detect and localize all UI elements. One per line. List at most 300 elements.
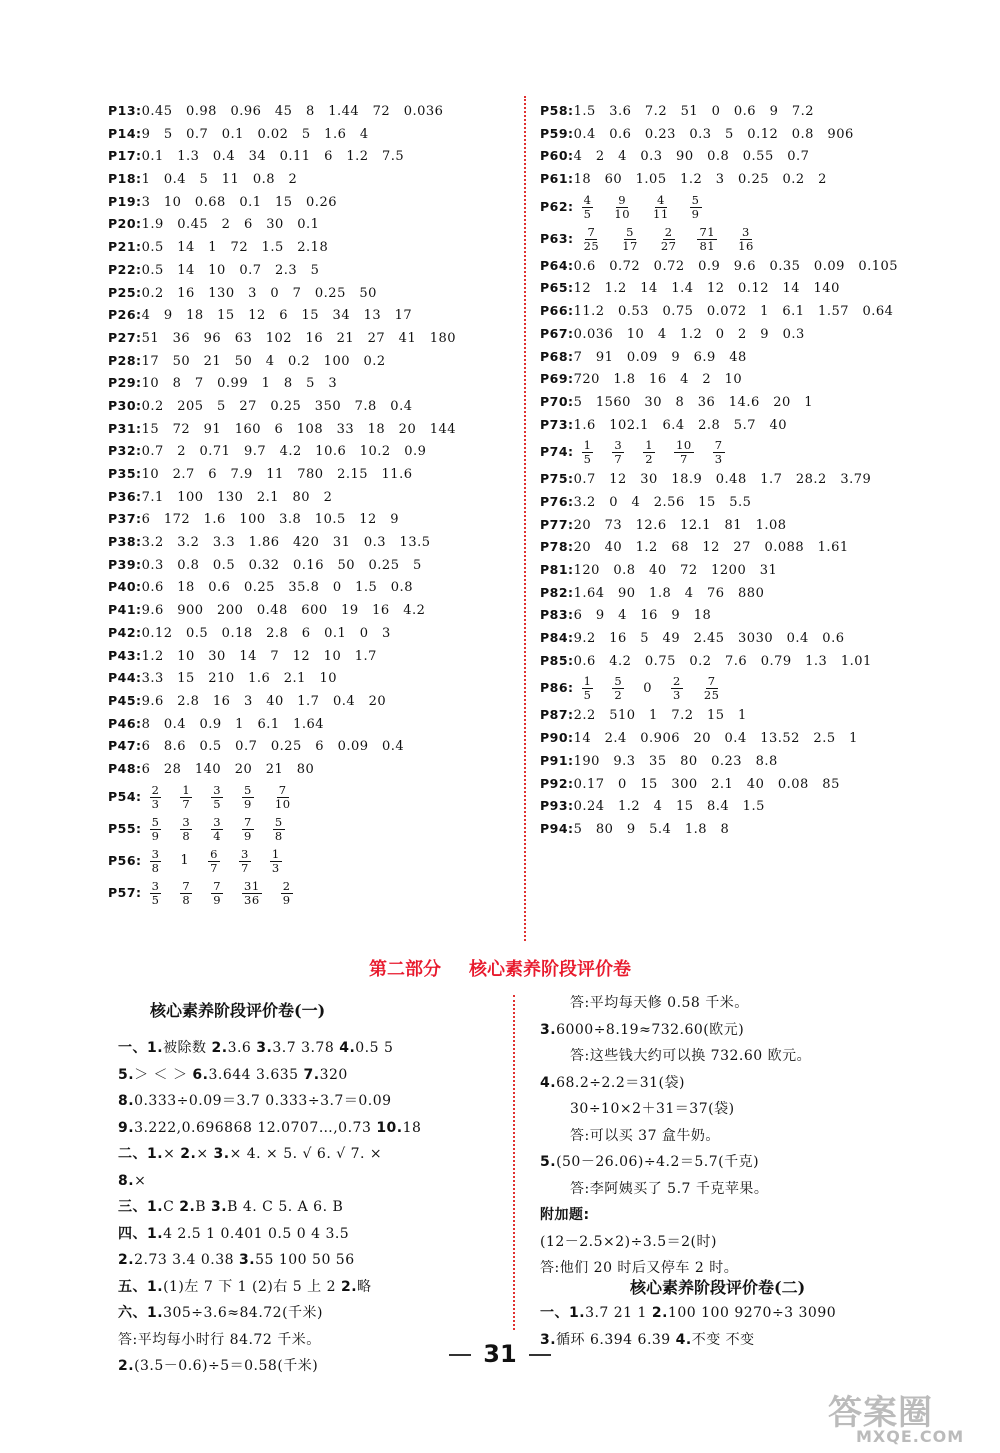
- answer-row: [108, 191, 508, 214]
- denominator: 7: [679, 452, 688, 467]
- fraction: [273, 816, 285, 843]
- page-label: P66:: [540, 303, 574, 319]
- exam-line: [118, 1115, 421, 1142]
- answer-row: [108, 213, 508, 236]
- answer-values: 0.1 1.3 0.4 34 0.11 6 1.2 7.5: [141, 149, 405, 165]
- answer-values: 14 2.4 0.906 20 0.4 13.52 2.5 1: [573, 731, 858, 747]
- fraction: [582, 439, 594, 466]
- answer-text: 18: [402, 1119, 422, 1136]
- question-number: 3.: [256, 1040, 273, 1056]
- page-label: P69:: [540, 371, 574, 387]
- page-label: P92:: [540, 775, 574, 791]
- page-label: P21:: [108, 239, 142, 255]
- exam-line: [540, 1202, 811, 1229]
- answer-row: [540, 773, 960, 796]
- numerator: 5: [244, 782, 252, 797]
- fraction: [582, 194, 594, 221]
- question-number: 2.: [340, 1278, 358, 1295]
- page-label: P19:: [108, 193, 142, 209]
- answer-values: 190 9.3 35 80 0.23 8.8: [573, 753, 778, 769]
- denominator: 5: [151, 892, 160, 907]
- numerator: 6: [210, 846, 218, 861]
- denominator: 8: [274, 828, 283, 843]
- question-number: 3.: [540, 1331, 557, 1348]
- page-label: P14:: [108, 125, 142, 141]
- answer-row: [108, 758, 508, 781]
- fraction: [270, 848, 282, 875]
- fraction: [674, 439, 694, 466]
- page-label: P28:: [108, 352, 142, 368]
- fraction: [281, 880, 293, 907]
- answer-row: [540, 145, 960, 168]
- answer-row: [108, 100, 508, 123]
- answer-row: [108, 282, 508, 305]
- fraction: [582, 226, 602, 253]
- numerator: 7: [213, 878, 222, 893]
- exam1-answers: [118, 1035, 421, 1380]
- page-number: [0, 1340, 1000, 1368]
- answer-text: ＞ ＜ ＞: [134, 1066, 193, 1083]
- page-label: P45:: [108, 692, 142, 708]
- answer-row-fractions: [108, 877, 508, 909]
- answer-values: 10 8 7 0.99 1 8 5 3: [141, 376, 338, 392]
- numerator: 5: [614, 674, 623, 689]
- denominator: 3: [271, 860, 280, 875]
- page-label: P37:: [108, 511, 142, 527]
- denominator: 9: [151, 828, 160, 843]
- answer-values: 1.64 90 1.8 4 76 880: [573, 585, 765, 601]
- answer-values: 0.17 0 15 300 2.1 40 0.08 85: [573, 776, 840, 792]
- numerator: 5: [626, 224, 634, 239]
- answer-row: [108, 554, 508, 577]
- page-label: P70:: [540, 393, 574, 409]
- denominator: 3: [714, 452, 723, 467]
- denominator: 2: [614, 688, 623, 703]
- page-label: P81:: [540, 562, 574, 577]
- exam-line: [540, 1229, 811, 1256]
- numerator: 2: [151, 782, 160, 797]
- answer-row-fractions: [108, 781, 508, 813]
- page-label: P67:: [540, 325, 574, 341]
- question-number: 附加题:: [540, 1207, 590, 1223]
- page-label: P36:: [108, 488, 142, 504]
- answer-values: 9.6 900 200 0.48 600 19 16 4.2: [141, 603, 426, 619]
- answer-values: 1.9 0.45 2 6 30 0.1: [141, 217, 320, 233]
- exam-line: [118, 1035, 421, 1062]
- answer-row: [108, 350, 508, 373]
- answer-row: [540, 795, 960, 818]
- question-number: 四、1.: [118, 1225, 164, 1242]
- answer-row: [540, 168, 960, 191]
- answer-values: 0.7 12 30 18.9 0.48 1.7 28.2 3.79: [573, 472, 872, 488]
- answer-values: 15 72 91 160 6 108 33 18 20 144: [141, 421, 457, 437]
- section-name: 核心素养阶段评价卷: [469, 959, 631, 980]
- column-divider: [524, 96, 526, 941]
- answer-row: [540, 704, 960, 727]
- answer-row: [108, 713, 508, 736]
- fraction-whole: 0: [643, 680, 652, 696]
- answer-text: 被除数: [163, 1040, 212, 1056]
- section-part: 第二部分: [369, 959, 441, 980]
- fraction: [659, 226, 679, 253]
- answer-values: 0.7 2 0.71 9.7 4.2 10.6 10.2 0.9: [141, 444, 427, 460]
- answer-values: 6 28 140 20 21 80: [141, 761, 315, 777]
- question-number: 三、1.: [118, 1199, 164, 1215]
- answer-values: 0.5 14 1 72 1.5 2.18: [141, 240, 329, 256]
- page-label: P64:: [540, 257, 574, 273]
- page-label: P39:: [108, 556, 142, 572]
- page-label: P13:: [108, 103, 142, 118]
- page-label: P60:: [540, 148, 574, 164]
- question-number: 2.: [180, 1146, 197, 1162]
- question-number: 7.: [303, 1066, 320, 1083]
- watermark-logo: 答案圈 MXQE.COM: [828, 1393, 965, 1446]
- fraction: [690, 194, 702, 221]
- answer-text: 略: [357, 1278, 372, 1295]
- answer-text: C: [163, 1199, 180, 1215]
- question-number: 6.: [192, 1066, 209, 1083]
- denominator: 9: [244, 828, 252, 843]
- denominator: 7: [241, 860, 249, 875]
- answer-row: [108, 508, 508, 531]
- answer-row: [540, 255, 960, 278]
- answer-row: [540, 346, 960, 369]
- answer-values: 7 91 0.09 9 6.9 48: [573, 349, 747, 365]
- page-label: P32:: [108, 443, 142, 459]
- exam-line: [540, 1070, 811, 1097]
- denominator: 36: [244, 892, 260, 907]
- question-number: 2.: [118, 1358, 135, 1374]
- answer-values: 1 0.4 5 11 0.8 2: [141, 172, 298, 188]
- page-label: P59:: [540, 125, 574, 141]
- denominator: 4: [213, 828, 222, 843]
- page-label: P43:: [108, 647, 142, 663]
- answer-row: [108, 372, 508, 395]
- answer-text: 6000÷8.19≈732.60(欧元): [556, 1021, 745, 1038]
- fraction: [612, 675, 624, 702]
- exam-line: [118, 1274, 421, 1301]
- answer-row: [540, 604, 960, 627]
- denominator: 7: [182, 796, 191, 811]
- page-label: P78:: [540, 539, 574, 555]
- question-number: 一、1.: [118, 1040, 164, 1056]
- numerator: 3: [614, 438, 623, 453]
- question-number: 五、1.: [118, 1278, 164, 1295]
- denominator: 8: [151, 860, 160, 875]
- answer-values: 6 8.6 0.5 0.7 0.25 6 0.09 0.4: [141, 739, 405, 755]
- answer-values: 8 0.4 0.9 1 6.1 1.64: [141, 716, 325, 732]
- answer-values: 0.6 0.72 0.72 0.9 9.6 0.35 0.09 0.105: [573, 258, 899, 274]
- answer-values: 3.3 15 210 1.6 2.1 10: [141, 671, 337, 687]
- page-label: P63:: [540, 230, 574, 246]
- answer-text: 循环 6.3̇94̇ 6.3̇9̇: [556, 1331, 676, 1348]
- question-number: 10.: [376, 1119, 403, 1136]
- numerator: 7: [587, 224, 596, 239]
- answer-text: 答:平均每天修 0.58 千米。: [570, 995, 749, 1011]
- answer-values: 9 5 0.7 0.1 0.02 5 1.6 4: [141, 126, 369, 142]
- page-label: P54:: [108, 788, 142, 804]
- answer-row: [540, 727, 960, 750]
- fraction: [239, 848, 251, 875]
- denominator: 81: [699, 238, 716, 253]
- page-label: P26:: [108, 307, 142, 323]
- fraction: [150, 816, 162, 843]
- page-label: P83:: [540, 607, 574, 623]
- numerator: 2: [673, 674, 681, 689]
- denominator: 5: [583, 688, 592, 703]
- answer-text: 答:平均每小时行 84.72 千米。: [118, 1331, 321, 1348]
- answer-text: 3.222,0.696868 12.0707…,0.7̇3̇: [134, 1119, 377, 1136]
- numerator: 9: [618, 192, 627, 207]
- question-number: 2.: [179, 1199, 196, 1215]
- exam-line: [540, 990, 811, 1017]
- answer-values: 0.036 10 4 1.2 0 2 9 0.3: [573, 326, 805, 342]
- answer-values: 3.2 0 4 2.56 15 5.5: [573, 494, 752, 510]
- answer-row: [540, 750, 960, 773]
- answer-text: ×: [163, 1146, 181, 1162]
- page-label: P25:: [108, 284, 142, 300]
- answer-row: [108, 486, 508, 509]
- page-label: P27:: [108, 329, 142, 345]
- question-number: 2.: [118, 1252, 135, 1268]
- answer-text: 3.644 3.635: [208, 1066, 304, 1083]
- answer-values: 18 60 1.05 1.2 3 0.25 0.2 2: [573, 172, 827, 188]
- numerator: 10: [676, 438, 692, 453]
- denominator: 27: [660, 238, 677, 253]
- answer-values: 20 40 1.2 68 12 27 0.088 1.61: [573, 540, 849, 556]
- exam-line: [540, 1300, 836, 1327]
- answer-row: [108, 327, 508, 350]
- fraction: [150, 880, 162, 907]
- answer-values: 9.6 2.8 16 3 40 1.7 0.4 20: [141, 693, 387, 709]
- denominator: 8: [182, 892, 191, 907]
- denominator: 17: [622, 238, 638, 253]
- numerator: 2: [664, 224, 673, 239]
- numerator: 3: [182, 814, 191, 829]
- exam-line: [540, 1123, 811, 1150]
- denominator: 11: [653, 206, 669, 221]
- answer-text: 答:他们 20 时后又停车 2 时。: [540, 1260, 739, 1276]
- page-label: P85:: [540, 652, 574, 668]
- answer-row: [540, 323, 960, 346]
- fraction: [736, 226, 756, 253]
- answer-row: [108, 599, 508, 622]
- answer-row: [108, 735, 508, 758]
- numerator: 1: [583, 438, 592, 453]
- denominator: 7: [210, 860, 218, 875]
- answer-row: [108, 622, 508, 645]
- numerator: 71: [699, 224, 716, 239]
- answer-row: [540, 627, 960, 650]
- answer-text: B: [195, 1199, 212, 1215]
- answer-row: [108, 531, 508, 554]
- fraction: [620, 226, 640, 253]
- answer-row: [540, 536, 960, 559]
- answer-values: 6 172 1.6 100 3.8 10.5 12 9: [141, 512, 400, 528]
- denominator: 5: [583, 452, 592, 467]
- numerator: 3: [213, 782, 222, 797]
- answer-values: 0.3 0.8 0.5 0.32 0.16 50 0.25 5: [141, 557, 422, 573]
- answer-row: [540, 223, 960, 255]
- exam-line: [118, 1141, 421, 1168]
- exam2-title: 核心素养阶段评价卷(二): [630, 1278, 806, 1297]
- denominator: 9: [282, 892, 291, 907]
- page-label: P68:: [540, 348, 574, 364]
- page-label: P86:: [540, 680, 574, 696]
- page-label: P47:: [108, 738, 142, 754]
- answer-row: [108, 395, 508, 418]
- denominator: 7: [614, 452, 623, 467]
- section-title: [0, 955, 1000, 981]
- numerator: 5: [274, 814, 283, 829]
- answer-text: 305÷3.6≈84.72(千米): [163, 1305, 324, 1321]
- exam-line: [118, 1168, 421, 1195]
- answer-row: [540, 191, 960, 223]
- answer-values: 9.2 16 5 49 2.45 3030 0.4 0.6: [573, 631, 845, 647]
- answer-row: [540, 514, 960, 537]
- page-label: P62:: [540, 198, 574, 214]
- answer-values: 1.5 3.6 7.2 51 0 0.6 9 7.2: [573, 104, 815, 119]
- fraction: [671, 675, 683, 702]
- numerator: 4: [583, 192, 592, 207]
- answer-values: 7.1 100 130 2.1 80 2: [141, 489, 333, 505]
- answer-text: ×: [134, 1172, 147, 1189]
- page-label: P87:: [540, 707, 574, 723]
- answer-row: [540, 123, 960, 146]
- fraction: [180, 880, 192, 907]
- exam-line: [540, 1096, 811, 1123]
- answer-row: [540, 391, 960, 414]
- numerator: 1: [271, 846, 280, 861]
- answer-row: [108, 259, 508, 282]
- page-label: P76:: [540, 493, 574, 509]
- answer-row: [108, 304, 508, 327]
- answer-row: [540, 414, 960, 437]
- answer-row: [540, 100, 960, 123]
- answer-row: [108, 168, 508, 191]
- page-label: P58:: [540, 103, 574, 118]
- answer-values: 51 36 96 63 102 16 21 27 41 180: [141, 330, 457, 346]
- answer-row: [540, 818, 960, 841]
- numerator: 4: [656, 192, 665, 207]
- question-number: 5.: [540, 1154, 557, 1170]
- answer-text: 68.2÷2.2＝31(袋): [556, 1074, 685, 1091]
- answer-text: 3.6: [227, 1040, 257, 1056]
- exam-line: [540, 1176, 811, 1203]
- exam1-title: 核心素养阶段评价卷(一): [150, 1001, 326, 1020]
- fraction: [612, 194, 632, 221]
- numerator: 1: [645, 438, 654, 453]
- page-label: P77:: [540, 516, 574, 532]
- fraction: [150, 784, 162, 811]
- answer-values: 0.6 18 0.6 0.25 35.8 0 1.5 0.8: [141, 580, 413, 596]
- exam-line: [118, 1221, 421, 1248]
- answer-text: (50－26.06)÷4.2＝5.7(千克): [556, 1154, 760, 1170]
- page-label: P17:: [108, 148, 142, 164]
- answer-values: 12 1.2 14 1.4 12 0.12 14 140: [573, 281, 840, 297]
- denominator: 16: [738, 238, 754, 253]
- answer-values: 17 50 21 50 4 0.2 100 0.2: [141, 353, 386, 369]
- fraction: [612, 439, 624, 466]
- numerator: 7: [278, 782, 287, 797]
- page-label: P38:: [108, 534, 142, 550]
- page-label: P44:: [108, 670, 142, 686]
- denominator: 10: [274, 796, 291, 811]
- page-label: P56:: [108, 852, 142, 868]
- denominator: 10: [614, 206, 631, 221]
- answer-values: 720 1.8 16 4 2 10: [573, 372, 743, 388]
- answer-text: 答:李阿姨买了 5.7 千克苹果。: [570, 1180, 769, 1197]
- answer-text: 0.333÷0.09＝3.7 0.333÷3.7＝0.09: [134, 1093, 392, 1109]
- answer-values: 0.2 16 130 3 0 7 0.25 50: [141, 285, 377, 301]
- numerator: 3: [151, 878, 160, 893]
- question-number: 3.: [211, 1199, 228, 1215]
- exam-line: [540, 1043, 811, 1070]
- question-number: 六、1.: [118, 1305, 164, 1321]
- fraction: [697, 226, 717, 253]
- denominator: 25: [583, 238, 600, 253]
- numerator: 7: [182, 878, 191, 893]
- answer-values: 1.6 102.1 6.4 2.8 5.7 40: [573, 417, 788, 433]
- answer-values: 0.45 0.98 0.96 45 8 1.44 72 0.036: [141, 104, 444, 119]
- answer-text: ×: [196, 1146, 214, 1162]
- denominator: 8: [182, 828, 191, 843]
- numerator: 7: [707, 674, 716, 689]
- numerator: 3: [213, 814, 222, 829]
- answer-values: 0.4 0.6 0.23 0.3 5 0.12 0.8 906: [573, 126, 854, 142]
- numerator: 1: [583, 674, 592, 689]
- answer-values: 0.24 1.2 4 15 8.4 1.5: [573, 799, 765, 815]
- fraction: [643, 439, 655, 466]
- numerator: 2: [282, 878, 291, 893]
- question-number: 5.: [118, 1066, 135, 1083]
- fraction: [702, 675, 722, 702]
- answer-row: [108, 236, 508, 259]
- answer-values: 0.5 14 10 0.7 2.3 5: [141, 262, 320, 278]
- answer-row: [540, 650, 960, 673]
- question-number: 4.: [339, 1040, 356, 1056]
- answer-text: 3.7̇ 3.78: [272, 1040, 340, 1056]
- numerator: 7: [244, 814, 252, 829]
- answer-values: 11.2 0.53 0.75 0.072 1 6.1 1.57 0.64: [573, 304, 894, 320]
- page-label: P57:: [108, 884, 142, 900]
- page-label: P22:: [108, 261, 142, 277]
- fraction-whole: 1: [180, 853, 190, 869]
- page-label: P30:: [108, 397, 142, 413]
- answer-row: [540, 300, 960, 323]
- answer-values: 120 0.8 40 72 1200 31: [573, 563, 778, 578]
- answer-values: 10 2.7 6 7.9 11 780 2.15 11.6: [141, 467, 413, 482]
- answer-row-fractions: [108, 845, 508, 877]
- question-number: 二、1.: [118, 1146, 164, 1162]
- page-label: P29:: [108, 375, 142, 391]
- answer-values: 4 2 4 0.3 90 0.8 0.55 0.7: [573, 149, 810, 165]
- numerator: 5: [151, 814, 160, 829]
- answer-row: [108, 145, 508, 168]
- fraction: [713, 439, 725, 466]
- page-number-text: 31: [483, 1340, 517, 1368]
- answer-row: [540, 491, 960, 514]
- answer-values: 4 9 18 15 12 6 15 34 13 17: [141, 308, 413, 324]
- exam-line: [540, 1149, 811, 1176]
- denominator: 5: [583, 206, 592, 221]
- answer-row: [108, 440, 508, 463]
- answer-values: 2.2 510 1 7.2 15 1: [573, 708, 747, 724]
- numerator: 3: [151, 846, 160, 861]
- page-label: P42:: [108, 624, 142, 640]
- answer-text: 55 100 50 56: [255, 1252, 355, 1268]
- denominator: 3: [673, 688, 681, 703]
